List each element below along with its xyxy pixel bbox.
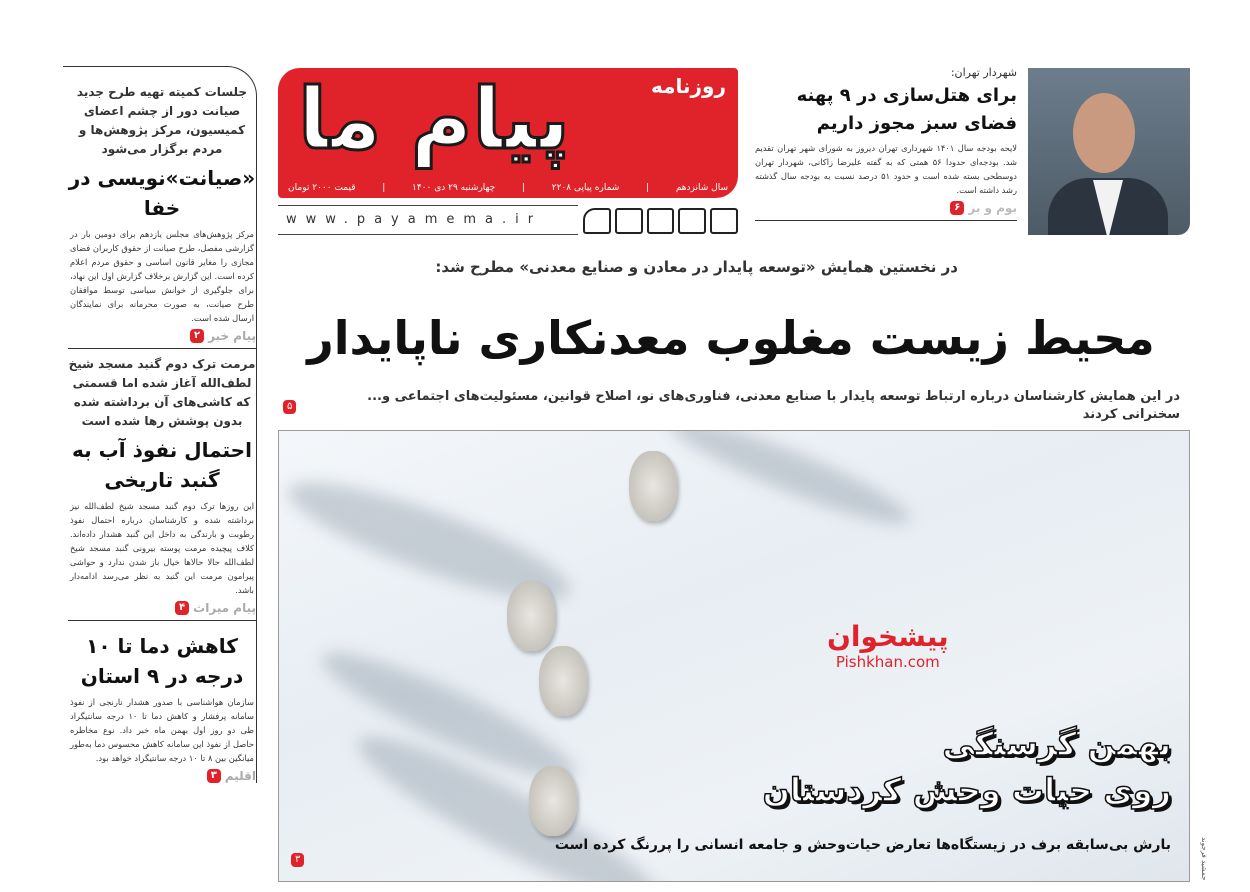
photo-subheading: بارش بی‌سابقه برف در زیستگاه‌ها تعارض حیات‌وحش و جامعه انسانی را پررنگ کرده است xyxy=(554,837,1171,853)
website[interactable]: www.payamema.ir xyxy=(278,205,578,235)
issue-info: سال شانزدهم | شماره پیاپی ۲۲۰۸ | چهارشنبه ۲۹ دی ۱۴۰۰ | قیمت ۲۰۰۰ تومان xyxy=(288,183,728,193)
watermark: پیشخوان Pishkhan.com xyxy=(827,620,949,671)
story-title[interactable]: «صیانت»نویسی در خفا xyxy=(68,166,256,220)
wolf xyxy=(529,766,577,836)
section-label: پیام خبر xyxy=(208,329,256,343)
page-number: ۴ xyxy=(175,601,189,615)
story-body: این روزها ترک دوم گنبد مسجد شیخ لطف‌الله نیز برداشته شده و کارشناسان درباره احتمال نفوذ رطوبت و بارندگی به داخل این گنبد هشدار داده‌اند. کلاف پیچیده مرمت پوسته بیرونی گنبد مسجد شیخ لطف‌الله حالا حالاها خیال باز شدن ندارد و حواشی پیرامون مرمت این گنبد به نظر می‌رسد ادامه‌دار باشد. xyxy=(70,501,254,595)
price: قیمت ۲۰۰۰ تومان xyxy=(288,183,356,193)
story-kicker: جلسات کمیته تهیه طرح جدید صیانت دور از چشم اعضای کمیسیون، مرکز پژوهش‌ها و مردم برگزار می‌شود xyxy=(76,85,248,156)
main-kicker: در نخستین همایش «توسعه پایدار در معادن و صنایع معدنی» مطرح شد: xyxy=(435,258,958,276)
feature-photo[interactable] xyxy=(278,430,1190,882)
divider xyxy=(68,620,256,621)
page-number: ۵ xyxy=(283,400,296,414)
divider xyxy=(755,220,1017,221)
story-title[interactable]: کاهش دما تا ۱۰ درجه در ۹ استان xyxy=(80,634,244,688)
main-subheading: در این همایش کارشناسان درباره ارتباط توسعه پایدار با صنایع معدنی، فناوری‌های نو، اصلاح قوانین، مسئولیت‌های اجتماعی و... سخنرانی کردند xyxy=(367,389,1180,422)
page-number: ۲ xyxy=(190,329,204,343)
story-body: مرکز پژوهش‌های مجلس یازدهم برای دومین بار در گزارشی مفصل، طرح صیانت از حقوق کاربران فضای مجازی را مغایر قانون اساسی و حقوق مردم اعلام کرده است. این گزارش برخلاف گزارش اول این نهاد، برای جلوگیری از خوانش سیاسی توسط موافقان طرح صیانت، به صورت محرمانه برای نمایندگان ارسال شده است. xyxy=(70,229,254,323)
page-number: ۳ xyxy=(207,769,221,783)
photo-credit: جمشید فرجوند xyxy=(1200,836,1208,880)
masthead xyxy=(278,68,738,198)
story-body: لایحه بودجه سال ۱۴۰۱ شهرداری تهران دیروز به شورای شهر تهران تقدیم شد. بودجه‌ای حدودا ۵۶ همتی که به گفته علیرضا زاکانی، شهردار تهران دوسطحی بسته شده است و حدود ۵۱ درصد نسبت به بودجه سال گذشته رشد داشته است. xyxy=(755,143,1017,195)
portrait-photo xyxy=(1028,68,1190,235)
section-tag xyxy=(68,769,256,783)
left-story-2[interactable] xyxy=(68,355,256,621)
page-number: ۶ xyxy=(950,201,964,215)
divider xyxy=(68,348,256,349)
page-number: ۳ xyxy=(291,853,304,867)
year: سال شانزدهم xyxy=(675,183,728,193)
masthead-label: روزنامه xyxy=(651,74,726,98)
story-title[interactable]: برای هتل‌سازی در ۹ پهنه فضای سبز مجوز داریم xyxy=(796,85,1017,134)
wolf xyxy=(629,451,677,521)
story-body: سازمان هواشناسی با صدور هشدار نارنجی از نفوذ سامانه پرفشار و کاهش دما تا ۱۰ درجه سانتیگراد طی دو روز اول بهمن ماه خبر داد. نوع مخاطره حاصل از نفوذ این سامانه کاهش محسوس دما به‌طور میانگین بین ۸ تا ۱۰ درجه سانتیگراد خواهد بود. xyxy=(70,697,255,763)
left-column xyxy=(63,66,257,783)
section-label: بوم و بر xyxy=(968,201,1017,215)
wolf xyxy=(507,581,555,651)
story-kicker: شهردار تهران: xyxy=(950,66,1017,79)
section-tag xyxy=(68,329,256,343)
section-tag xyxy=(755,201,1017,215)
section-label: اقلیم xyxy=(224,769,256,783)
left-story-1[interactable] xyxy=(68,83,256,349)
top-story[interactable] xyxy=(755,66,1017,221)
issue-number: شماره پیاپی ۲۲۰۸ xyxy=(551,183,620,193)
wolf xyxy=(539,646,587,716)
logo-boxes xyxy=(583,208,738,234)
story-title[interactable]: احتمال نفوذ آب به گنبد تاریخی xyxy=(72,438,252,492)
section-label: پیام میراث xyxy=(193,601,256,615)
story-kicker: مرمت ترک دوم گنبد مسجد شیخ لطف‌الله آغاز شده اما قسمتی که کاشی‌های آن برداشته شده بدون پوشش رها شده است xyxy=(68,357,256,428)
date: چهارشنبه ۲۹ دی ۱۴۰۰ xyxy=(411,183,496,193)
newspaper-logo: پیام ما xyxy=(298,70,570,168)
main-headline[interactable]: محیط زیست مغلوب معدنکاری ناپایدار xyxy=(307,311,1155,365)
left-story-3[interactable] xyxy=(68,627,256,783)
photo-headline[interactable]: بهمن گرسنگی روی حیات وحش کردستان xyxy=(762,725,1171,809)
section-tag xyxy=(68,601,256,615)
